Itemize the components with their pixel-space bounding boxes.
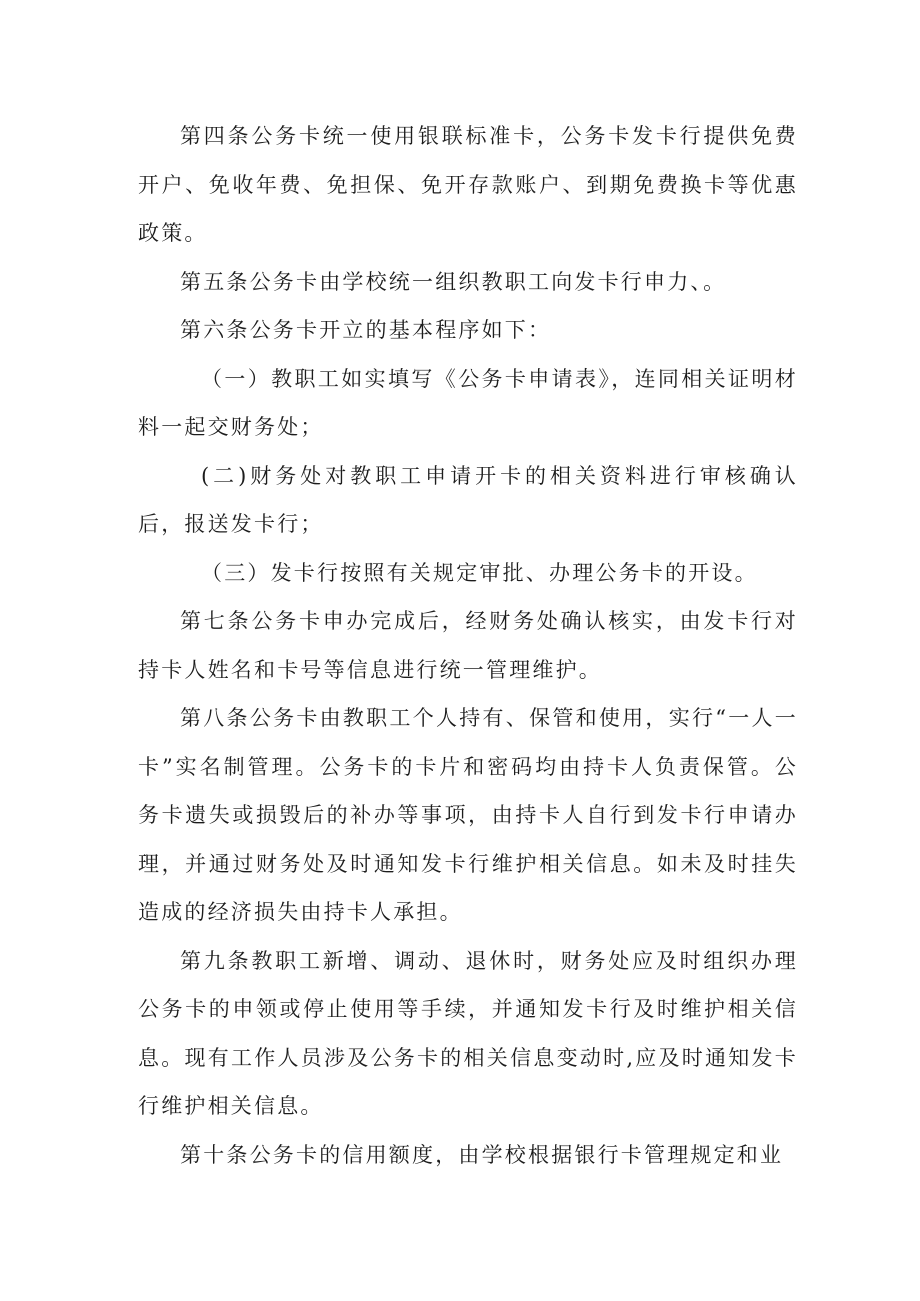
article-5-paragraph: 第五条公务卡由学校统一组织教职工向发卡行申力、。 xyxy=(180,269,727,294)
document-body xyxy=(138,112,798,1179)
article-6-item-2: (二)财务处对教职工申请开卡的相关资料进行审核确认后，报送发卡行； xyxy=(138,463,798,536)
article-10-paragraph: 第十条公务卡的信用额度，由学校根据银行卡管理规定和业 xyxy=(180,1142,784,1167)
article-7-paragraph: 第七条公务卡申办完成后，经财务处确认核实，由发卡行对持卡人姓名和卡号等信息进行统一管理维护。 xyxy=(138,609,798,682)
article-6-item-3: （三）发卡行按照有关规定审批、办理公务卡的开设。 xyxy=(201,560,758,585)
article-6-item-1: （一）教职工如实填写《公务卡申请表》，连同相关证明材料一起交财务处； xyxy=(138,366,798,439)
article-9-paragraph: 第九条教职工新增、调动、退休时，财务处应及时组织办理公务卡的申领或停止使用等手续，并通知发卡行及时维护相关信息。现有工作人员涉及公务卡的相关信息变动时,应及时通知发卡行维护相关信息。 xyxy=(138,948,798,1118)
article-8-paragraph: 第八条公务卡由教职工个人持有、保管和使用，实行“一人一卡”实名制管理。公务卡的卡片和密码均由持卡人负责保管。公务卡遗失或损毁后的补办等事项，由持卡人自行到发卡行申请办理，并通过财务处及时通知发卡行维护相关信息。如未及时挂失造成的经济损失由持卡人承担。 xyxy=(138,706,798,924)
article-6-paragraph: 第六条公务卡开立的基本程序如下： xyxy=(180,318,552,342)
article-4-paragraph: 第四条公务卡统一使用银联标准卡，公务卡发卡行提供免费开户、免收年费、免担保、免开存款账户、到期免费换卡等优惠政策。 xyxy=(138,124,798,245)
